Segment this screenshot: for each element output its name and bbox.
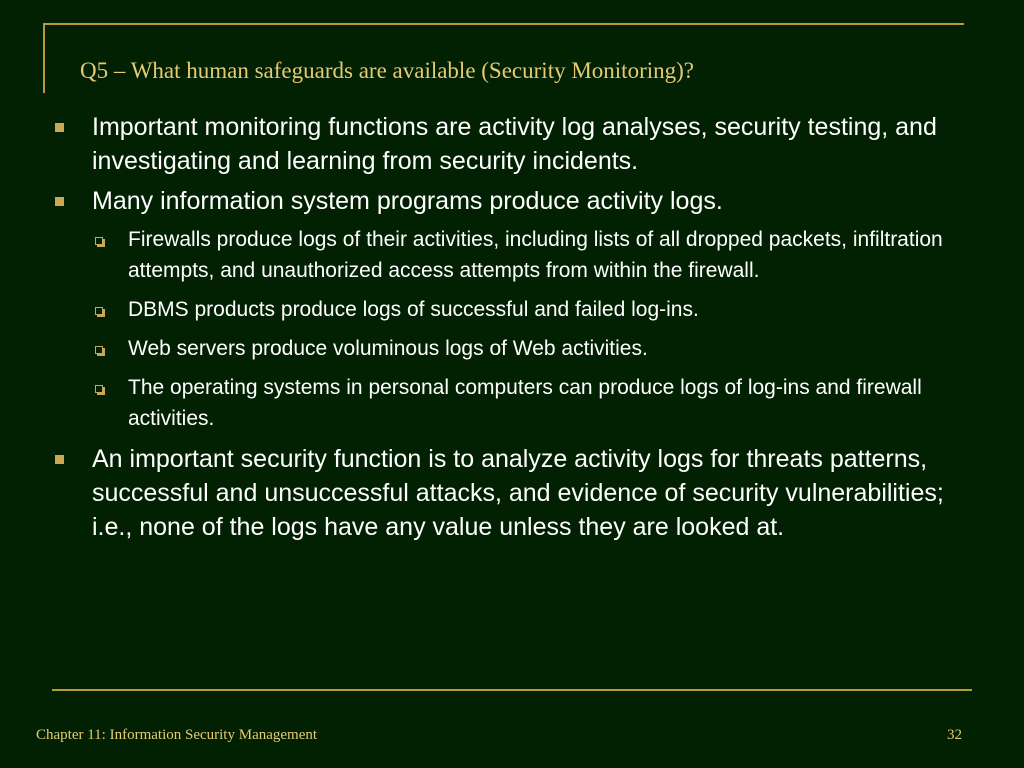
slide-title: Q5 – What human safeguards are available (Security Monitoring)? [80,58,694,83]
sub-bullet-item [52,372,972,434]
slide-content [52,110,972,550]
bullet-text: Many information system programs produce activity logs. [92,187,723,215]
square-bullet-icon [55,197,64,206]
bullet-item [52,184,972,218]
bottom-divider-line [52,689,972,691]
bullet-item [52,110,972,178]
hollow-square-bullet-icon [95,385,103,393]
page-number: 32 [947,727,962,743]
sub-bullet-text: Firewalls produce logs of their activities, including lists of all dropped packets, infiltration attempts, and unauthorized access attempts from within the firewall. [128,228,943,282]
sub-bullet-text: DBMS products produce logs of successful and failed log-ins. [128,298,699,321]
sub-bullet-text: The operating systems in personal computers can produce logs of log-ins and firewall activities. [128,376,922,430]
top-divider-line [43,23,964,25]
bullet-text: An important security function is to analyze activity logs for threats patterns, successful and unsuccessful attacks, and evidence of security vulnerabilities; i.e., none of the logs have any value unless they are looked at. [92,445,944,541]
left-accent-line [43,23,45,93]
sub-bullet-text: Web servers produce voluminous logs of Web activities. [128,337,648,360]
hollow-square-bullet-icon [95,307,103,315]
bullet-item [52,442,972,544]
bullet-text: Important monitoring functions are activity log analyses, security testing, and investigating and learning from security incidents. [92,113,937,175]
sub-bullet-item [52,224,972,286]
footer-chapter: Chapter 11: Information Security Management [36,727,318,743]
square-bullet-icon [55,455,64,464]
square-bullet-icon [55,123,64,132]
hollow-square-bullet-icon [95,346,103,354]
sub-bullet-item [52,294,972,325]
hollow-square-bullet-icon [95,237,103,245]
sub-bullet-item [52,333,972,364]
